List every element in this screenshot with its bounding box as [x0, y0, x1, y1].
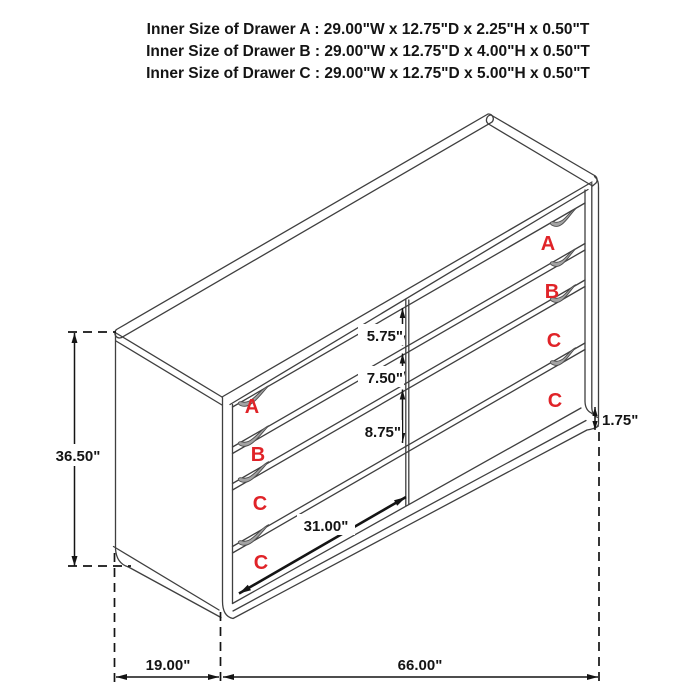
front-right-arris	[592, 184, 598, 418]
front-left-stile-outer	[223, 398, 599, 619]
top-left-arris	[116, 333, 222, 397]
width-dim-label: 66.00"	[397, 657, 443, 674]
label-left-drawer-c: C	[252, 493, 268, 515]
height-arrow-up	[72, 333, 78, 343]
top-front-arris	[222, 182, 592, 397]
opening-width-arrow-right	[394, 497, 406, 506]
width-arrow-left	[223, 674, 234, 680]
height-arrow-down	[72, 556, 78, 566]
label-right-drawer-c2: C	[547, 390, 563, 412]
left-end-bottom-edge	[114, 547, 220, 611]
dimension-annotations	[52, 308, 638, 683]
base-height-arrow-up	[592, 407, 597, 416]
depth-arrow-right	[208, 674, 219, 680]
front-right-stile-inner	[585, 190, 592, 413]
dresser-drawing	[114, 114, 599, 619]
top-left-under-edge	[116, 341, 222, 405]
header-line-drawer-b: Inner Size of Drawer B : 29.00"W x 12.75"D x 4.00"H x 0.50"T	[146, 43, 590, 60]
depth-arrow-left	[116, 674, 127, 680]
header-line-drawer-c: Inner Size of Drawer C : 29.00"W x 12.75"D x 5.00"H x 0.50"T	[146, 65, 590, 82]
label-left-drawer-b: B	[250, 444, 266, 466]
top-rear-trim	[115, 114, 493, 338]
right-end-outer-edge	[594, 188, 599, 429]
handle-scoop-right-a	[550, 209, 576, 227]
label-left-drawer-a: A	[244, 396, 260, 418]
top-right-trim	[486, 115, 597, 186]
opening-width-dim-label: 31.00"	[303, 518, 349, 535]
face-c-dim-label: 8.75"	[364, 424, 401, 441]
label-right-drawer-c: C	[546, 330, 562, 352]
face-b-dim-label: 7.50"	[366, 370, 403, 387]
label-left-drawer-c2: C	[253, 552, 269, 574]
left-end-base-foot	[116, 549, 222, 618]
base-height-dim-label: 1.75"	[602, 412, 639, 429]
height-dim-label: 36.50"	[55, 448, 101, 465]
opening-width-arrow-left	[239, 585, 251, 594]
header-line-drawer-a: Inner Size of Drawer A : 29.00"W x 12.75"D x 2.25"H x 0.50"T	[146, 21, 590, 38]
label-right-drawer-b: B	[544, 281, 560, 303]
depth-dim-label: 19.00"	[145, 657, 191, 674]
face-b-arrow-up	[400, 354, 406, 364]
face-a-dim-label: 5.75"	[366, 328, 403, 345]
base-top-edge	[233, 408, 582, 604]
width-arrow-right	[587, 674, 598, 680]
header-block	[146, 21, 590, 82]
label-right-drawer-a: A	[540, 233, 556, 255]
